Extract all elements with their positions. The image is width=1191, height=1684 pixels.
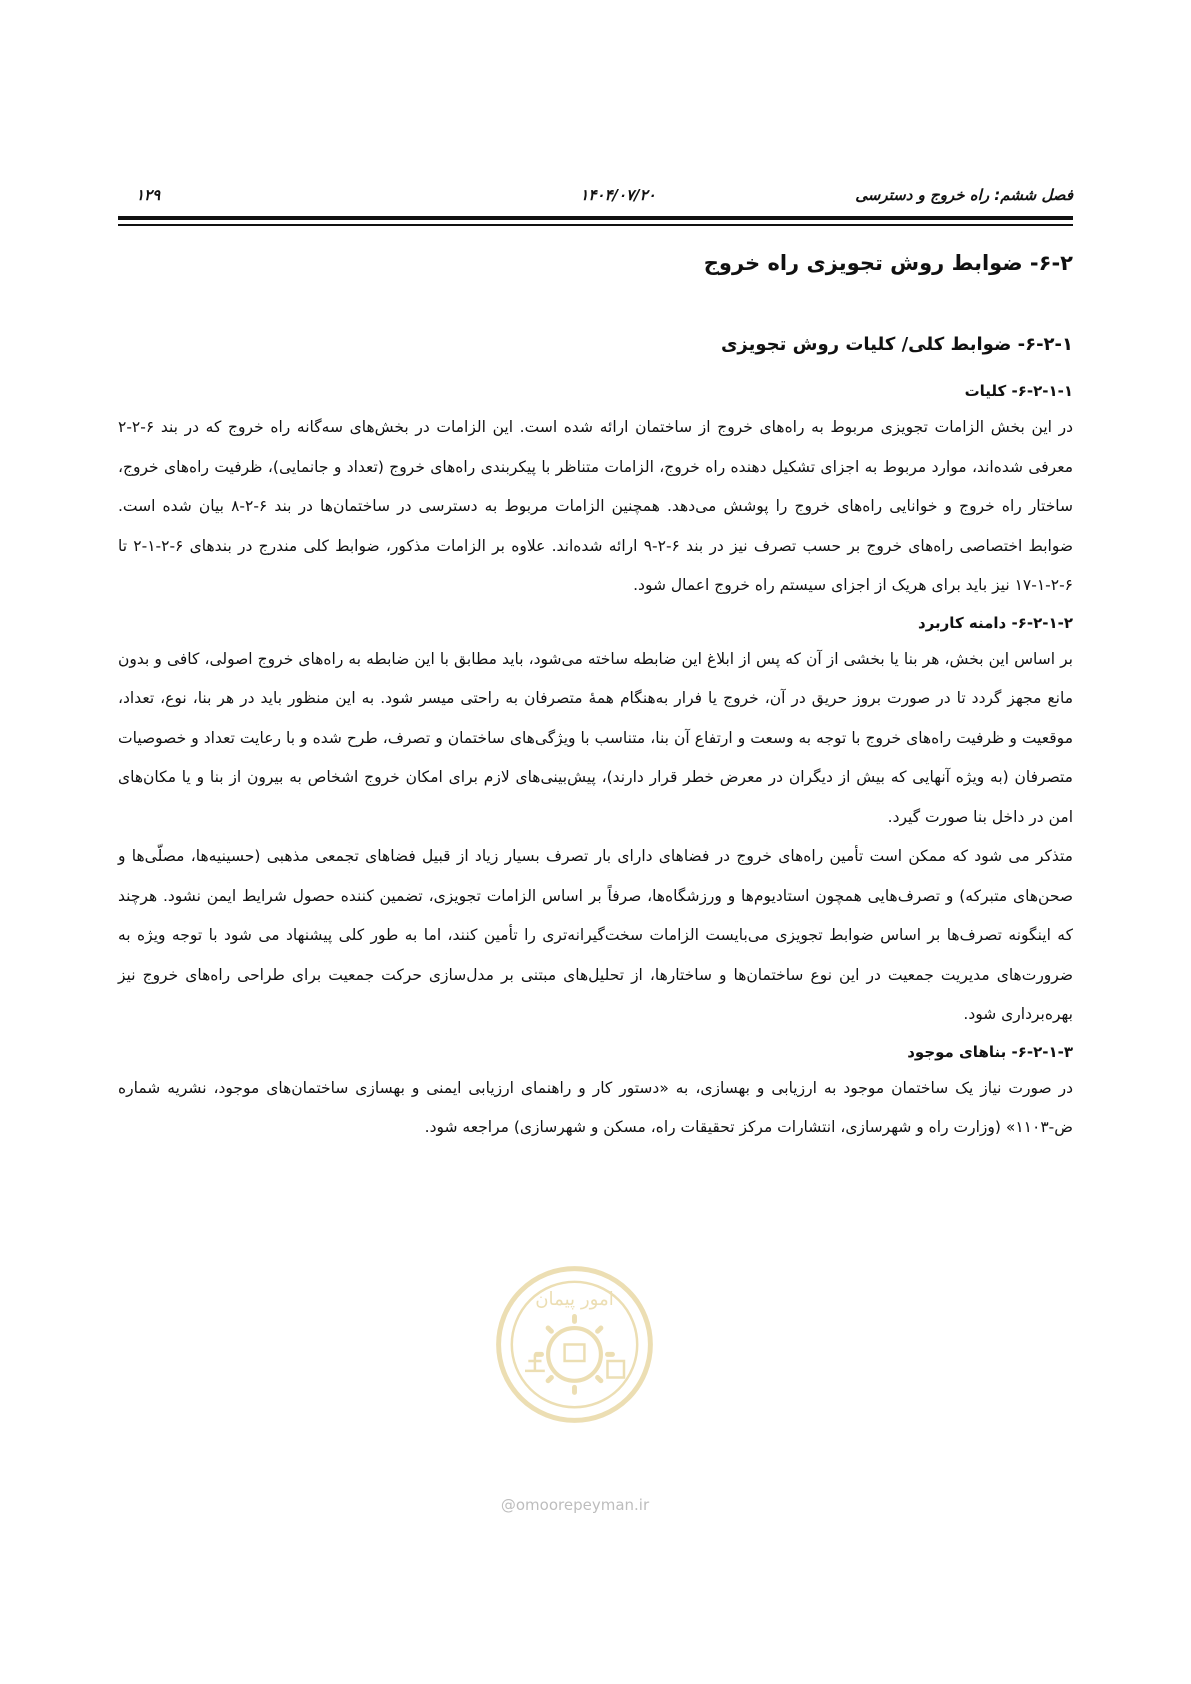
page-header — [118, 186, 1073, 208]
subsection-title: ۶-۲-۱- ضوابط کلی/ کلیات روش تجویزی — [720, 334, 1073, 355]
document-body — [118, 246, 1073, 1148]
section-title: ۶-۲- ضوابط روش تجویزی راه خروج — [703, 251, 1073, 275]
clause-scope — [118, 606, 1073, 1035]
clause-heading: ۶-۲-۱-۳- بناهای موجود — [907, 1042, 1073, 1061]
clause-general — [118, 374, 1073, 606]
chapter-title: فصل ششم: راه خروج و دسترسی — [855, 186, 1073, 204]
header-date: ۱۴۰۴/۰۷/۲۰ — [580, 186, 656, 204]
watermark-seal-text: امور پیمان — [535, 1288, 614, 1310]
page-number: ۱۲۹ — [136, 186, 161, 204]
watermark-seal-icon — [492, 1262, 657, 1427]
clause-heading: ۶-۲-۱-۱- کلیات — [964, 382, 1073, 400]
clause-paragraph: متذکر می شود که ممکن است تأمین راه‌های خروج در فضاهای دارای بار تصرف بسیار زیاد از قبیل فضاهای تجمعی مذهبی (حسینیه‌ها، مصلّی‌ها و صحن‌های متبرکه) و تصرف‌هایی همچون استادیوم‌ها و ورزشگاه‌ها، صرفاً بر اساس الزامات تجویزی، تضمین کننده حصول شرایط ایمن نشود. هرچند که اینگونه تصرف‌ها بر اساس ضوابط تجویزی می‌بایست الزامات سخت‌گیرانه‌تری را تأمین کنند، اما به طور کلی پیشنهاد می شود با توجه ویژه به ضرورت‌های مدیریت جمعیت در این نوع ساختمان‌ها و ساختارها، از تحلیل‌های مبتنی بر مدل‌سازی حرکت جمعیت برای طراحی راه‌های خروج نیز بهره‌برداری شود. — [118, 847, 1073, 1023]
clause-paragraph: در این بخش الزامات تجویزی مربوط به راه‌های خروج از ساختمان ارائه شده است. این الزامات در بخش‌های سه‌گانه راه خروج که در بند ۶-۲-۲ معرفی شده‌اند، موارد مربوط به اجزای تشکیل دهنده راه خروج، الزامات متناظر با پیکربندی راه‌های خروج (تعداد و جانمایی)، ظرفیت راه‌های خروج، ساختار راه خروج و خوانایی راه‌های خروج را پوشش می‌دهد. همچنین الزامات مربوط به دسترسی در ساختمان‌ها در بند ۶-۲-۸ بیان شده است. ضوابط اختصاصی راه‌های خروج بر حسب تصرف نیز در بند ۶-۲-۹ ارائه شده‌اند. علاوه بر الزامات مذکور، ضوابط کلی مندرج در بندهای ۶-۲-۱-۲ تا ۶-۲-۱-۱۷ نیز باید برای هریک از اجزای سیستم راه خروج اعمال شود. — [118, 418, 1074, 594]
header-rule-thin — [118, 224, 1073, 226]
watermark-site: @omoorepeyman.ir — [500, 1496, 650, 1514]
clause-existing-buildings — [118, 1035, 1073, 1148]
clause-paragraph: در صورت نیاز یک ساختمان موجود به ارزیابی و بهسازی، به «دستور کار و راهنمای ارزیابی ایمنی و بهسازی ساختمان‌های موجود، نشریه شماره ض-۱۱۰۳» (وزارت راه و شهرسازی، انتشارات مرکز تحقیقات راه، مسکن و شهرسازی) مراجعه شود. — [118, 1078, 1073, 1136]
clause-paragraph: بر اساس این بخش، هر بنا یا بخشی از آن که پس از ابلاغ این ضابطه ساخته می‌شود، باید مطابق با این ضابطه به راه‌های خروج اصولی، کافی و بدون مانع مجهز گردد تا در صورت بروز حریق در آن، خروج یا فرار به‌هنگام همهٔ متصرفان به راحتی میسر شود. به این منظور باید در هر بنا، نوع، تعداد، موقعیت و ظرفیت راه‌های خروج با توجه به وسعت و ارتفاع آن بنا، متناسب با ویژگی‌های ساختمان و تصرف، طرح شده و با رعایت تعداد و خصوصیات متصرفان (به ویژه آنهایی که بیش از دیگران در معرض خطر قرار دارند)، پیش‌بینی‌های لازم برای امکان خروج اشخاص به بیرون از بنا و یا مکان‌های امن در داخل بنا صورت گیرد. — [118, 649, 1073, 826]
clause-heading: ۶-۲-۱-۲- دامنه کاربرد — [918, 613, 1073, 632]
header-rule-thick — [118, 216, 1073, 220]
